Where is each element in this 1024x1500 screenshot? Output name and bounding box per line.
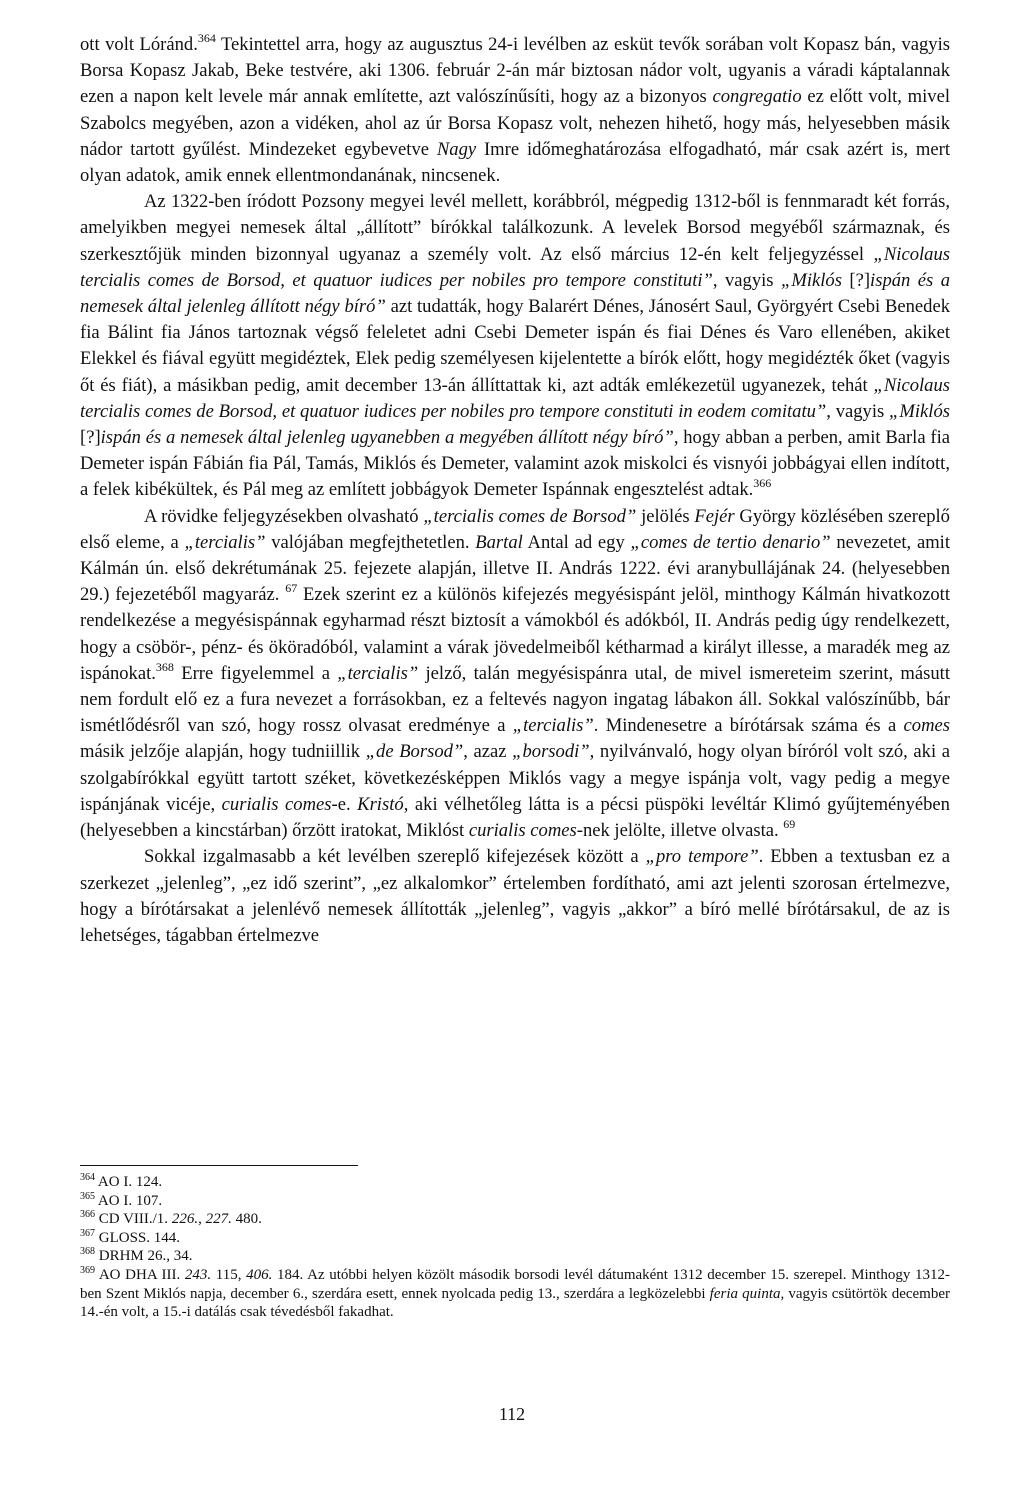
footnote-text: GLOSS. 144. xyxy=(95,1229,181,1246)
footnote xyxy=(80,1192,950,1211)
footnote-number: 369 xyxy=(80,1264,95,1276)
paragraph: Az 1322-ben íródott Pozsony megyei levél mellett, korábbról, mégpedig 1312-ből is fennmaradt két forrás, amelyikben megyei nemesek által „állított” bírókkal találkozunk. A levelek Borsod megyéből származnak, és szerkesztőjük minden bizonnyal ugyanaz a személy volt. Az első március 12-én kelt feljegyzéssel „Nicolaus tercialis comes de Borsod, et quatuor iudices per nobiles pro tempore constituti”, vagyis „Miklós [?]ispán és a nemesek által jelenleg állított négy bíró” azt tudatták, hogy Balarért Dénes, Jánosért Saul, Györgyért Csebi Benedek fia Bálint fia János tartoznak végső feleletet adni Csebi Demeter ispán és fiai Dénes és Varo ellenében, akiket Elekkel és fiával együtt megidéztek, Elek pedig személyesen kijelentette a bírók előtt, hogy megidézték őket (vagyis őt és fiát), a másikban pedig, amit december 13-án állíttattak ki, azt adták emlékezetül ugyanezek, tehát „Nicolaus tercialis comes de Borsod, et quatuor iudices per nobiles pro tempore constituti in eodem comitatu”, vagyis „Miklós [?]ispán és a nemesek által jelenleg ugyanebben a megyében állított négy bíró”, hogy abban a perben, amit Barla fia Demeter ispán Fábián fia Pál, Tamás, Miklós és Demeter, valamint azok miskolci és visnyói jobbágyai ellen indított, a felek kibékültek, és Pál meg az említett jobbágyok Demeter Ispánnak engesztelést adtak.$^{366}$ xyxy=(80,191,951,501)
footnote-text: AO I. 107. xyxy=(95,1192,163,1209)
main-text xyxy=(80,32,950,949)
footnote-text: CD VIII./1. 226., 227. 480. xyxy=(95,1211,262,1228)
footnote-number: 368 xyxy=(80,1246,95,1258)
footnote-text: AO DHA III. 243. 115, 406. 184. Az utóbbi helyen közölt második borsodi levél dátumaként 1312 december 15. szerepel. Minthogy 1312-ben Szent Miklós napja, december 6., szerdára esett, ennek nyolcada pedig 13., szerdára a legközelebbi feria quinta, vagyis csütörtök december 14.-én volt, a 15.-i datálás csak tévedésből fakadhat. xyxy=(80,1266,950,1321)
footnotes xyxy=(80,1173,950,1322)
footnote-number: 366 xyxy=(80,1209,95,1221)
footnote-number: 365 xyxy=(80,1190,95,1202)
footnote xyxy=(80,1266,950,1322)
footnote-number: 367 xyxy=(80,1227,95,1239)
paragraph: Sokkal izgalmasabb a két levélben szereplő kifejezések között a „pro tempore”. Ebben a textusban ez a szerkezet „jelenleg”, „ez idő szerint”, „ez alkalomkor” értelemben fordítható, ami azt jelenti szorosan értelmezve, hogy a bírótársakat a jelenlévő nemesek állították „jelenleg”, vagyis „akkor” a bíró mellé bírótársakul, de az is lehetséges, tágabban értelmezve xyxy=(80,846,950,946)
footnote xyxy=(80,1210,950,1229)
page-number: 112 xyxy=(498,1404,526,1424)
paragraph: A rövidke feljegyzésekben olvasható „tercialis comes de Borsod” jelölés Fejér György közlésében szereplő első eleme, a „tercialis” valójában megfejthetetlen. Bartal Antal ad egy „comes de tertio denario” nevezetet, amit Kálmán ún. első dekrétumának 25. fejezete alapján, illetve II. András 1222. évi aranybullájának 24. (helyesebben 29.) fejezetéből magyaráz. $^{67}$ Ezek szerint ez a különös kifejezés megyésispánt jelöl, minthogy Kálmán hivatkozott rendelkezése a megyésispánnak egyharmad részt biztosít a vámokból és adókból, II. András pedig úgy rendelkezett, hogy a csöbör-, pénz- és ököradóból, valamint a várak jövedelmeiből kétharmad a királyt illesse, a maradék meg az ispánokat.$^{368}$ Erre figyelemmel a „tercialis” jelző, talán megyésispánra utal, de mivel ismereteim szerint, másutt nem fordult elő ez a fura nevezet a forrásokban, ez a feltevés nagyon ingatag lábakon áll. Sokkal valószínűbb, bár ismétlődésről van szó, hogy rossz olvasat eredménye a „tercialis”. Mindenesetre a bírótársak száma és a comes másik jelzője alapján, hogy tudniillik „de Borsod”, azaz „borsodi”, nyilvánvaló, hogy olyan bíróról volt szó, aki a szolgabírókkal együtt tartott széket, következésképpen Miklós vagy a megye ispánja volt, vagy pedig a megye ispánjának vicéje, curialis comes-e. Kristó, aki vélhetőleg látta is a pécsi püspöki levéltár Klimó gyűjteményében (helyesebben a kincstárban) őrzött iratokat, Miklóst curialis comes-nek jelölte, illetve olvasta. $^{69}$ xyxy=(80,505,951,842)
footnote-number: 364 xyxy=(80,1172,95,1183)
footnote-text: DRHM 26., 34. xyxy=(95,1248,193,1265)
paragraph: ott volt Lóránd.$^{364}$ Tekintettel arra, hogy az augusztus 24-i levélben az esküt tevők sorában volt Kopasz bán, vagyis Borsa Kopasz Jakab, Beke testvére, aki 1306. február 2-án már biztosan nádor volt, ugyanis a váradi káptalannak ezen a napon kelt levele már annak említette, azt valószínűsíti, hogy az a bizonyos congregatio ez előtt volt, mivel Szabolcs megyében, azon a vidéken, ahol az úr Borsa Kopasz volt, nehezen hihető, hogy más, helyesebben másik nádor tartott gyűlést. Mindezeket egybevetve Nagy Imre időmeghatározása elfogadható, már csak azért is, mert olyan adatok, amik ennek ellentmondanának, nincsenek. xyxy=(80,31,950,187)
footnote-separator xyxy=(80,1165,358,1166)
footnote-text: AO I. 124. xyxy=(95,1174,163,1190)
footnote xyxy=(80,1173,950,1192)
footnote xyxy=(80,1229,950,1248)
footnote xyxy=(80,1247,950,1266)
